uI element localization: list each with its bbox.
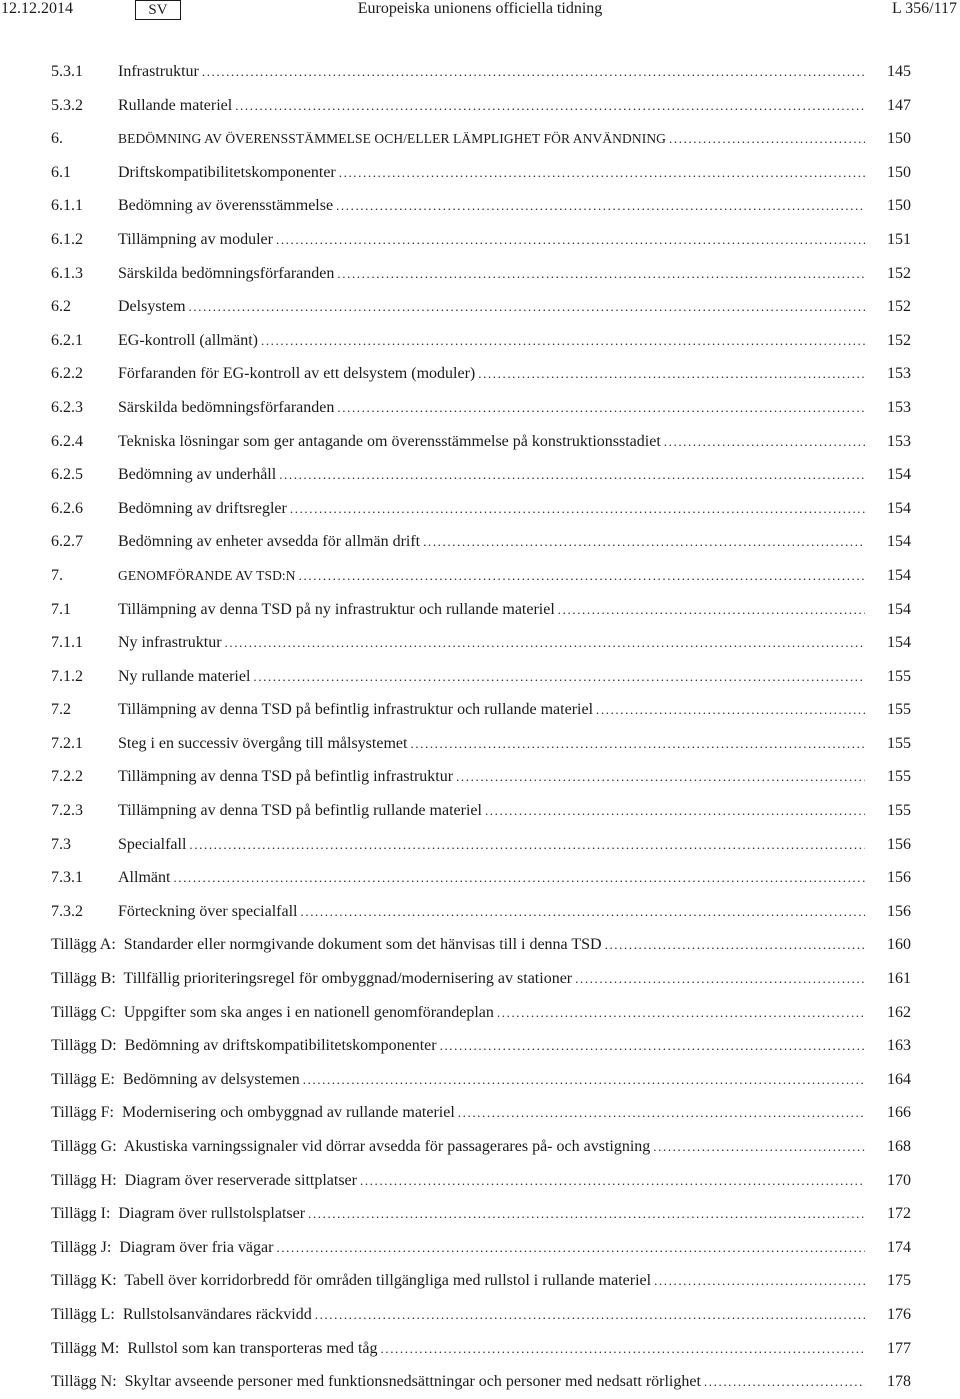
toc-entry-number: 6. — [51, 130, 63, 148]
toc-annex-entry[interactable] — [51, 1063, 911, 1097]
toc-entry-page: 154 — [887, 634, 911, 652]
toc-entry-title: Bedömning av driftsregler — [118, 499, 287, 517]
toc-annex-entry[interactable] — [51, 1164, 911, 1198]
toc-entry-number: 6.1 — [51, 163, 71, 181]
toc-entry[interactable] — [51, 425, 911, 459]
toc-entry[interactable] — [51, 895, 911, 929]
toc-entry-number: 7.3 — [51, 835, 71, 853]
toc-entry-number: 7.2 — [51, 701, 71, 719]
toc-entry-body — [51, 996, 865, 1030]
dot-leader — [575, 962, 865, 996]
toc-entry-number: 6.2.6 — [51, 499, 83, 517]
toc-entry[interactable] — [51, 828, 911, 862]
toc-entry-body — [51, 1332, 865, 1366]
toc-entry-number: 7.1.1 — [51, 634, 83, 652]
toc-annex-entry[interactable] — [51, 1029, 911, 1063]
toc-entry-page: 154 — [887, 600, 911, 618]
dot-leader — [261, 324, 865, 358]
toc-entry-body — [51, 1298, 865, 1332]
toc-entry-page: 175 — [887, 1272, 911, 1290]
toc-entry-number: 6.2.5 — [51, 466, 83, 484]
toc-entry[interactable] — [51, 794, 911, 828]
toc-entry-title: Driftskompatibilitetskomponenter — [118, 163, 336, 181]
toc-entry-page: 176 — [887, 1305, 911, 1323]
toc-entry-body — [118, 223, 865, 257]
toc-entry-page: 154 — [887, 466, 911, 484]
dot-leader — [458, 1096, 865, 1130]
toc-entry-page: 155 — [887, 768, 911, 786]
toc-entry[interactable] — [51, 55, 911, 89]
toc-entry-page: 170 — [887, 1171, 911, 1189]
toc-entry-page: 147 — [887, 96, 911, 114]
toc-entry-number: 5.3.1 — [51, 63, 83, 80]
toc-entry-title: Tekniska lösningar som ger antagande om överensstämmelse på konstruktionsstadiet — [118, 432, 661, 450]
toc-entry-title: Ny infrastruktur — [118, 634, 222, 652]
toc-entry-number: 6.2.3 — [51, 398, 83, 416]
toc-entry-page: 155 — [887, 701, 911, 719]
toc-entry-body — [118, 391, 865, 425]
dot-leader — [478, 357, 865, 391]
toc-entry-title: Tillämpning av denna TSD på befintlig infrastruktur och rullande materiel — [118, 701, 594, 719]
toc-entry-page: 153 — [887, 432, 911, 450]
toc-entry-page: 156 — [887, 869, 911, 887]
toc-entry-number: 6.2.4 — [51, 432, 83, 450]
language-badge: SV — [135, 0, 181, 20]
toc-entry-title: Specialfall — [118, 835, 187, 853]
toc-entry[interactable] — [51, 693, 911, 727]
dot-leader — [654, 1264, 865, 1298]
toc-entry[interactable] — [51, 357, 911, 391]
dot-leader — [189, 290, 865, 324]
toc-entry-title: EG-kontroll (allmänt) — [118, 331, 258, 349]
toc-entry-page: 161 — [887, 970, 911, 988]
toc-entry-title: Tillägg K: Tabell över korridorbredd för områden tillgängliga med rullstol i rullande materiel — [51, 1272, 652, 1290]
toc-entry-title: Tillägg N: Skyltar avseende personer med funktionsnedsättningar och personer med nedsatt rörlighet — [51, 1373, 701, 1391]
dot-leader — [669, 122, 865, 156]
journal-title: Europeiska unionens officiella tidning — [357, 0, 603, 17]
toc-entry-page: 150 — [887, 197, 911, 215]
dot-leader — [276, 1231, 865, 1265]
toc-entry-number: 7.2.2 — [51, 768, 83, 786]
toc-entry[interactable] — [51, 492, 911, 526]
toc-entry-page: 154 — [887, 499, 911, 517]
toc-entry-title: Bedömning av enheter avsedda för allmän drift — [118, 533, 421, 551]
toc-entry-body — [118, 660, 865, 694]
dot-leader — [173, 861, 865, 895]
toc-entry[interactable] — [51, 525, 911, 559]
toc-entry-title: Tillämpning av denna TSD på ny infrastruktur och rullande materiel — [118, 600, 555, 618]
toc-entry-page: 154 — [887, 533, 911, 551]
toc-entry-page: 156 — [887, 902, 911, 920]
toc-entry-body — [118, 593, 865, 627]
toc-entry[interactable] — [51, 324, 911, 358]
toc-annex-entry[interactable] — [51, 928, 911, 962]
dot-leader — [337, 391, 865, 425]
toc-entry[interactable] — [51, 122, 911, 156]
toc-entry-page: 150 — [887, 163, 911, 181]
toc-entry-title: Tillämpning av denna TSD på befintlig infrastruktur — [118, 768, 454, 786]
toc-entry[interactable] — [51, 156, 911, 190]
toc-entry-page: 156 — [887, 835, 911, 853]
toc-entry-body — [51, 1197, 865, 1231]
toc-entry-body — [118, 156, 865, 190]
toc-annex-entry[interactable] — [51, 996, 911, 1030]
toc-entry-body — [51, 962, 865, 996]
dot-leader — [497, 996, 865, 1030]
toc-entry-title: Tillägg A: Standarder eller normgivande dokument som det hänvisas till i denna TSD — [51, 936, 602, 954]
dot-leader — [303, 1063, 865, 1097]
toc-entry-title: Tillägg M: Rullstol som kan transporteras med tåg — [51, 1339, 378, 1357]
toc-entry-title: Tillägg L: Rullstolsanvändares räckvidd — [51, 1305, 312, 1323]
toc-entry-title: Särskilda bedömningsförfaranden — [118, 398, 335, 416]
toc-entry-title: Tillägg J: Diagram över fria vägar — [51, 1238, 274, 1256]
toc-entry-body — [118, 828, 865, 862]
toc-entry-title: Delsystem — [118, 298, 186, 316]
toc-entry-number: 6.2.7 — [51, 533, 83, 551]
toc-entry-number: 7.2.3 — [51, 802, 83, 820]
toc-entry-page: 166 — [887, 1104, 911, 1122]
toc-entry-page: 153 — [887, 398, 911, 416]
toc-entry-page: 151 — [887, 230, 911, 248]
toc-entry-page: 153 — [887, 365, 911, 383]
toc-entry-body — [51, 1365, 865, 1399]
toc-entry-body — [118, 357, 865, 391]
toc-annex-entry[interactable] — [51, 962, 911, 996]
toc-entry-body — [118, 189, 865, 223]
toc-entry-title: Förfaranden för EG-kontroll av ett delsystem (moduler) — [118, 365, 476, 383]
toc-annex-entry[interactable] — [51, 1298, 911, 1332]
toc-entry[interactable] — [51, 223, 911, 257]
toc-entry-page: 174 — [887, 1238, 911, 1256]
toc-entry-title: Särskilda bedömningsförfaranden — [118, 264, 335, 282]
dot-leader — [337, 257, 865, 291]
toc-entry-number: 7.3.1 — [51, 869, 83, 887]
toc-entry-body — [118, 324, 865, 358]
toc-entry-body — [118, 492, 865, 526]
dot-leader — [189, 828, 865, 862]
dot-leader — [276, 223, 865, 257]
dot-leader — [664, 425, 865, 459]
toc-entry-title: Steg i en successiv övergång till målsystemet — [118, 734, 408, 752]
dot-leader — [279, 458, 865, 492]
toc-entry[interactable] — [51, 660, 911, 694]
toc-annex-entry[interactable] — [51, 1096, 911, 1130]
page-header — [0, 0, 960, 22]
toc-annex-entry[interactable] — [51, 1365, 911, 1399]
toc-entry-page: 150 — [887, 130, 911, 148]
toc-entry-body — [118, 760, 865, 794]
toc-entry-number: 7.1.2 — [51, 667, 83, 685]
toc-entry[interactable] — [51, 760, 911, 794]
toc-entry-title: Allmänt — [118, 869, 171, 887]
page-reference: L 356/117 — [891, 0, 957, 17]
toc-entry-title: Tillägg E: Bedömning av delsystemen — [51, 1070, 300, 1088]
toc-entry-body — [118, 55, 865, 89]
toc-entry-title: Tillägg I: Diagram över rullstolsplatser — [51, 1205, 306, 1223]
toc-entry-number: 6.2.1 — [51, 331, 83, 349]
toc-entry-page: 164 — [887, 1070, 911, 1088]
toc-entry-number: 6.1.1 — [51, 197, 83, 215]
toc-entry-title: Tillämpning av denna TSD på befintlig rullande materiel — [118, 802, 482, 820]
toc-entry-body — [118, 290, 865, 324]
toc-entry-page: 145 — [887, 63, 911, 80]
toc-entry-body — [118, 458, 865, 492]
toc-entry-title: Bedömning av överensstämmelse — [118, 197, 334, 215]
toc-entry-body — [118, 794, 865, 828]
dot-leader — [308, 1197, 865, 1231]
toc-entry-page: 152 — [887, 331, 911, 349]
toc-entry-title: Ny rullande materiel — [118, 667, 251, 685]
dot-leader — [339, 156, 865, 190]
toc-entry-number: 7.2.1 — [51, 734, 83, 752]
toc-entry-body — [51, 1164, 865, 1198]
dot-leader — [558, 593, 865, 627]
toc-entry-body — [118, 122, 865, 156]
dot-leader — [315, 1298, 865, 1332]
toc-entry-title: Tillägg D: Bedömning av driftskompatibilitetskomponenter — [51, 1037, 437, 1055]
toc-entry-page: 168 — [887, 1138, 911, 1155]
toc-entry-number: 7.3.2 — [51, 902, 83, 920]
header-date: 12.12.2014 — [1, 0, 73, 17]
toc-entry-body — [51, 1264, 865, 1298]
toc-entry-page: 172 — [887, 1205, 911, 1223]
toc-entry-title: Bedömning av underhåll — [118, 466, 277, 484]
toc-entry-body — [118, 559, 865, 593]
toc-entry-body — [118, 693, 865, 727]
toc-entry-page: 177 — [887, 1339, 911, 1357]
toc-entry-body — [118, 727, 865, 761]
toc-entry-body — [118, 525, 865, 559]
dot-leader — [485, 794, 865, 828]
toc-annex-entry[interactable] — [51, 1197, 911, 1231]
dot-leader — [336, 189, 865, 223]
dot-leader — [605, 928, 865, 962]
toc-entry-page: 160 — [887, 936, 911, 954]
toc-entry-number: 6.1.2 — [51, 230, 83, 248]
toc-entry[interactable] — [51, 89, 911, 123]
toc-entry[interactable] — [51, 458, 911, 492]
toc-entry-number: 7. — [51, 566, 63, 584]
toc-entry[interactable] — [51, 290, 911, 324]
toc-entry[interactable] — [51, 257, 911, 291]
dot-leader — [381, 1332, 866, 1366]
toc-entry[interactable] — [51, 559, 911, 593]
toc-entry-title: Tillämpning av moduler — [118, 230, 273, 248]
dot-leader — [360, 1164, 865, 1198]
toc-annex-entry[interactable] — [51, 1332, 911, 1366]
toc-entry-body — [118, 89, 865, 123]
toc-annex-entry[interactable] — [51, 1130, 911, 1164]
dot-leader — [301, 895, 866, 929]
toc-entry-body — [51, 1063, 865, 1097]
toc-entry-body — [51, 1029, 865, 1063]
dot-leader — [253, 660, 865, 694]
dot-leader — [704, 1365, 865, 1399]
dot-leader — [440, 1029, 865, 1063]
toc-entry-body — [51, 928, 865, 962]
toc-entry-title: Tillägg B: Tillfällig prioriteringsregel för ombyggnad/modernisering av stationer — [51, 970, 573, 988]
toc-annex-entry[interactable] — [51, 1264, 911, 1298]
dot-leader — [202, 55, 865, 89]
toc-entry[interactable] — [51, 391, 911, 425]
toc-entry-page: 154 — [887, 566, 911, 584]
toc-entry-body — [118, 861, 865, 895]
toc-entry-number: 7.1 — [51, 600, 71, 618]
toc-entry[interactable] — [51, 593, 911, 627]
toc-entry-page: 178 — [887, 1373, 911, 1391]
toc-entry-page: 155 — [887, 802, 911, 820]
toc-entry-title: Tillägg H: Diagram över reserverade sittplatser — [51, 1171, 357, 1189]
toc-entry-page: 152 — [887, 298, 911, 316]
dot-leader — [225, 626, 865, 660]
toc-entry-page: 163 — [887, 1037, 911, 1055]
toc-entry-title: Tillägg G: Akustiska varningssignaler vid dörrar avsedda för passagerares på- och avstigning — [51, 1138, 651, 1155]
toc-entry-body — [118, 425, 865, 459]
toc-entry-body — [51, 1096, 865, 1130]
dot-leader — [410, 727, 865, 761]
dot-leader — [653, 1130, 865, 1164]
toc-annex-entry[interactable] — [51, 1231, 911, 1265]
toc-entry-page: 155 — [887, 734, 911, 752]
toc-entry-title: BEDÖMNING AV ÖVERENSSTÄMMELSE OCH/ELLER LÄMPLIGHET FÖR ANVÄNDNING — [118, 131, 667, 147]
toc-entry-body — [118, 895, 865, 929]
toc-entry-page: 162 — [887, 1003, 911, 1021]
toc-entry-body — [118, 626, 865, 660]
toc-entry-title: Tillägg C: Uppgifter som ska anges i en nationell genomförandeplan — [51, 1003, 494, 1021]
dot-leader — [299, 559, 865, 593]
toc-entry-body — [51, 1130, 865, 1164]
toc-entry[interactable] — [51, 727, 911, 761]
toc-entry-title: Infrastruktur — [118, 63, 199, 80]
toc-entry[interactable] — [51, 189, 911, 223]
toc-entry-title: GENOMFÖRANDE AV TSD:N — [118, 567, 296, 583]
dot-leader — [235, 89, 865, 123]
toc-entry-number: 6.1.3 — [51, 264, 83, 282]
toc-entry-page: 155 — [887, 667, 911, 685]
toc-entry[interactable] — [51, 861, 911, 895]
toc-entry-number: 6.2 — [51, 298, 71, 316]
toc-entry[interactable] — [51, 626, 911, 660]
toc-entry-body — [51, 1231, 865, 1265]
toc-entry-page: 152 — [887, 264, 911, 282]
dot-leader — [423, 525, 865, 559]
table-of-contents — [51, 55, 911, 1399]
dot-leader — [290, 492, 865, 526]
dot-leader — [596, 693, 865, 727]
toc-entry-body — [118, 257, 865, 291]
toc-entry-title: Tillägg F: Modernisering och ombyggnad av rullande materiel — [51, 1104, 455, 1122]
dot-leader — [456, 760, 865, 794]
toc-entry-number: 6.2.2 — [51, 365, 83, 383]
toc-entry-title: Förteckning över specialfall — [118, 902, 298, 920]
toc-entry-number: 5.3.2 — [51, 96, 83, 114]
toc-entry-title: Rullande materiel — [118, 96, 233, 114]
